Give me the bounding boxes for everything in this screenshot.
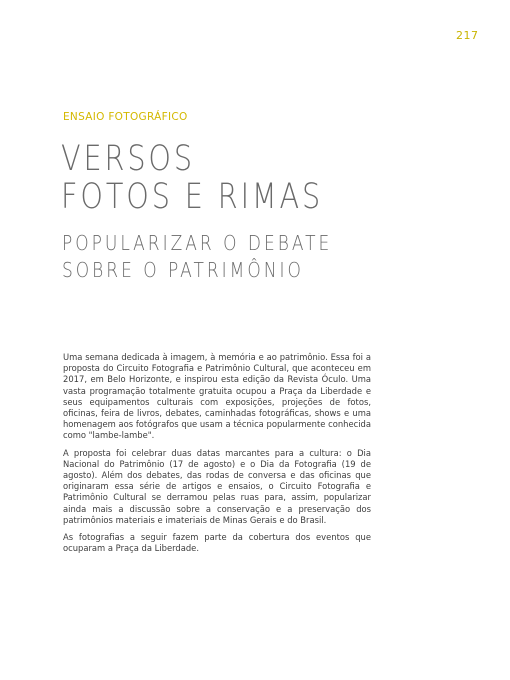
section-label: ENSAIO FOTOGRÁFICO [63,111,188,123]
article-title [61,140,323,216]
article-subtitle [62,230,332,284]
body-paragraph-1: Uma semana dedicada à imagem, à memória e ao patrimônio. Essa foi a proposta do Circuito Fotografia e Patrimônio Cultural, que aconteceu em 2017, em Belo Horizonte, e inspirou esta edição da Revista Óculo. Uma vasta programação totalmente gratuita ocupou a Praça da Liberdade e seus equipamentos culturais com exposições, projeções de fotos, oficinas, feira de livros, debates, caminhadas fotográficas, shows e uma homenagem aos fotógrafos que usam a técnica popularmente conhecida como "lambe-lambe". [63,352,371,441]
subtitle-line-2: SOBRE O PATRIMÔNIO [62,258,304,282]
body-paragraph-2: A proposta foi celebrar duas datas marcantes para a cultura: o Dia Nacional do Patrimônio (17 de agosto) e o Dia da Fotografia (19 de agosto). Além dos debates, das rodas de conversa e das oficinas que originaram essa série de artigos e ensaios, o Circuito Fotografia e Patrimônio Cultural se derramou pelas ruas para, assim, popularizar ainda mais a discussão sobre a conservação e a preservação dos patrimônios materiais e imateriais de Minas Gerais e do Brasil. [63,447,371,525]
body-paragraph-3: As fotografias a seguir fazem parte da cobertura dos eventos que ocuparam a Praça da Liberdade. [63,532,371,554]
title-line-2: FOTOS E RIMAS [61,177,324,217]
title-line-1: VERSOS [61,139,195,179]
page-number: 217 [456,29,479,42]
article-body [63,352,371,560]
subtitle-line-1: POPULARIZAR O DEBATE [62,231,333,255]
